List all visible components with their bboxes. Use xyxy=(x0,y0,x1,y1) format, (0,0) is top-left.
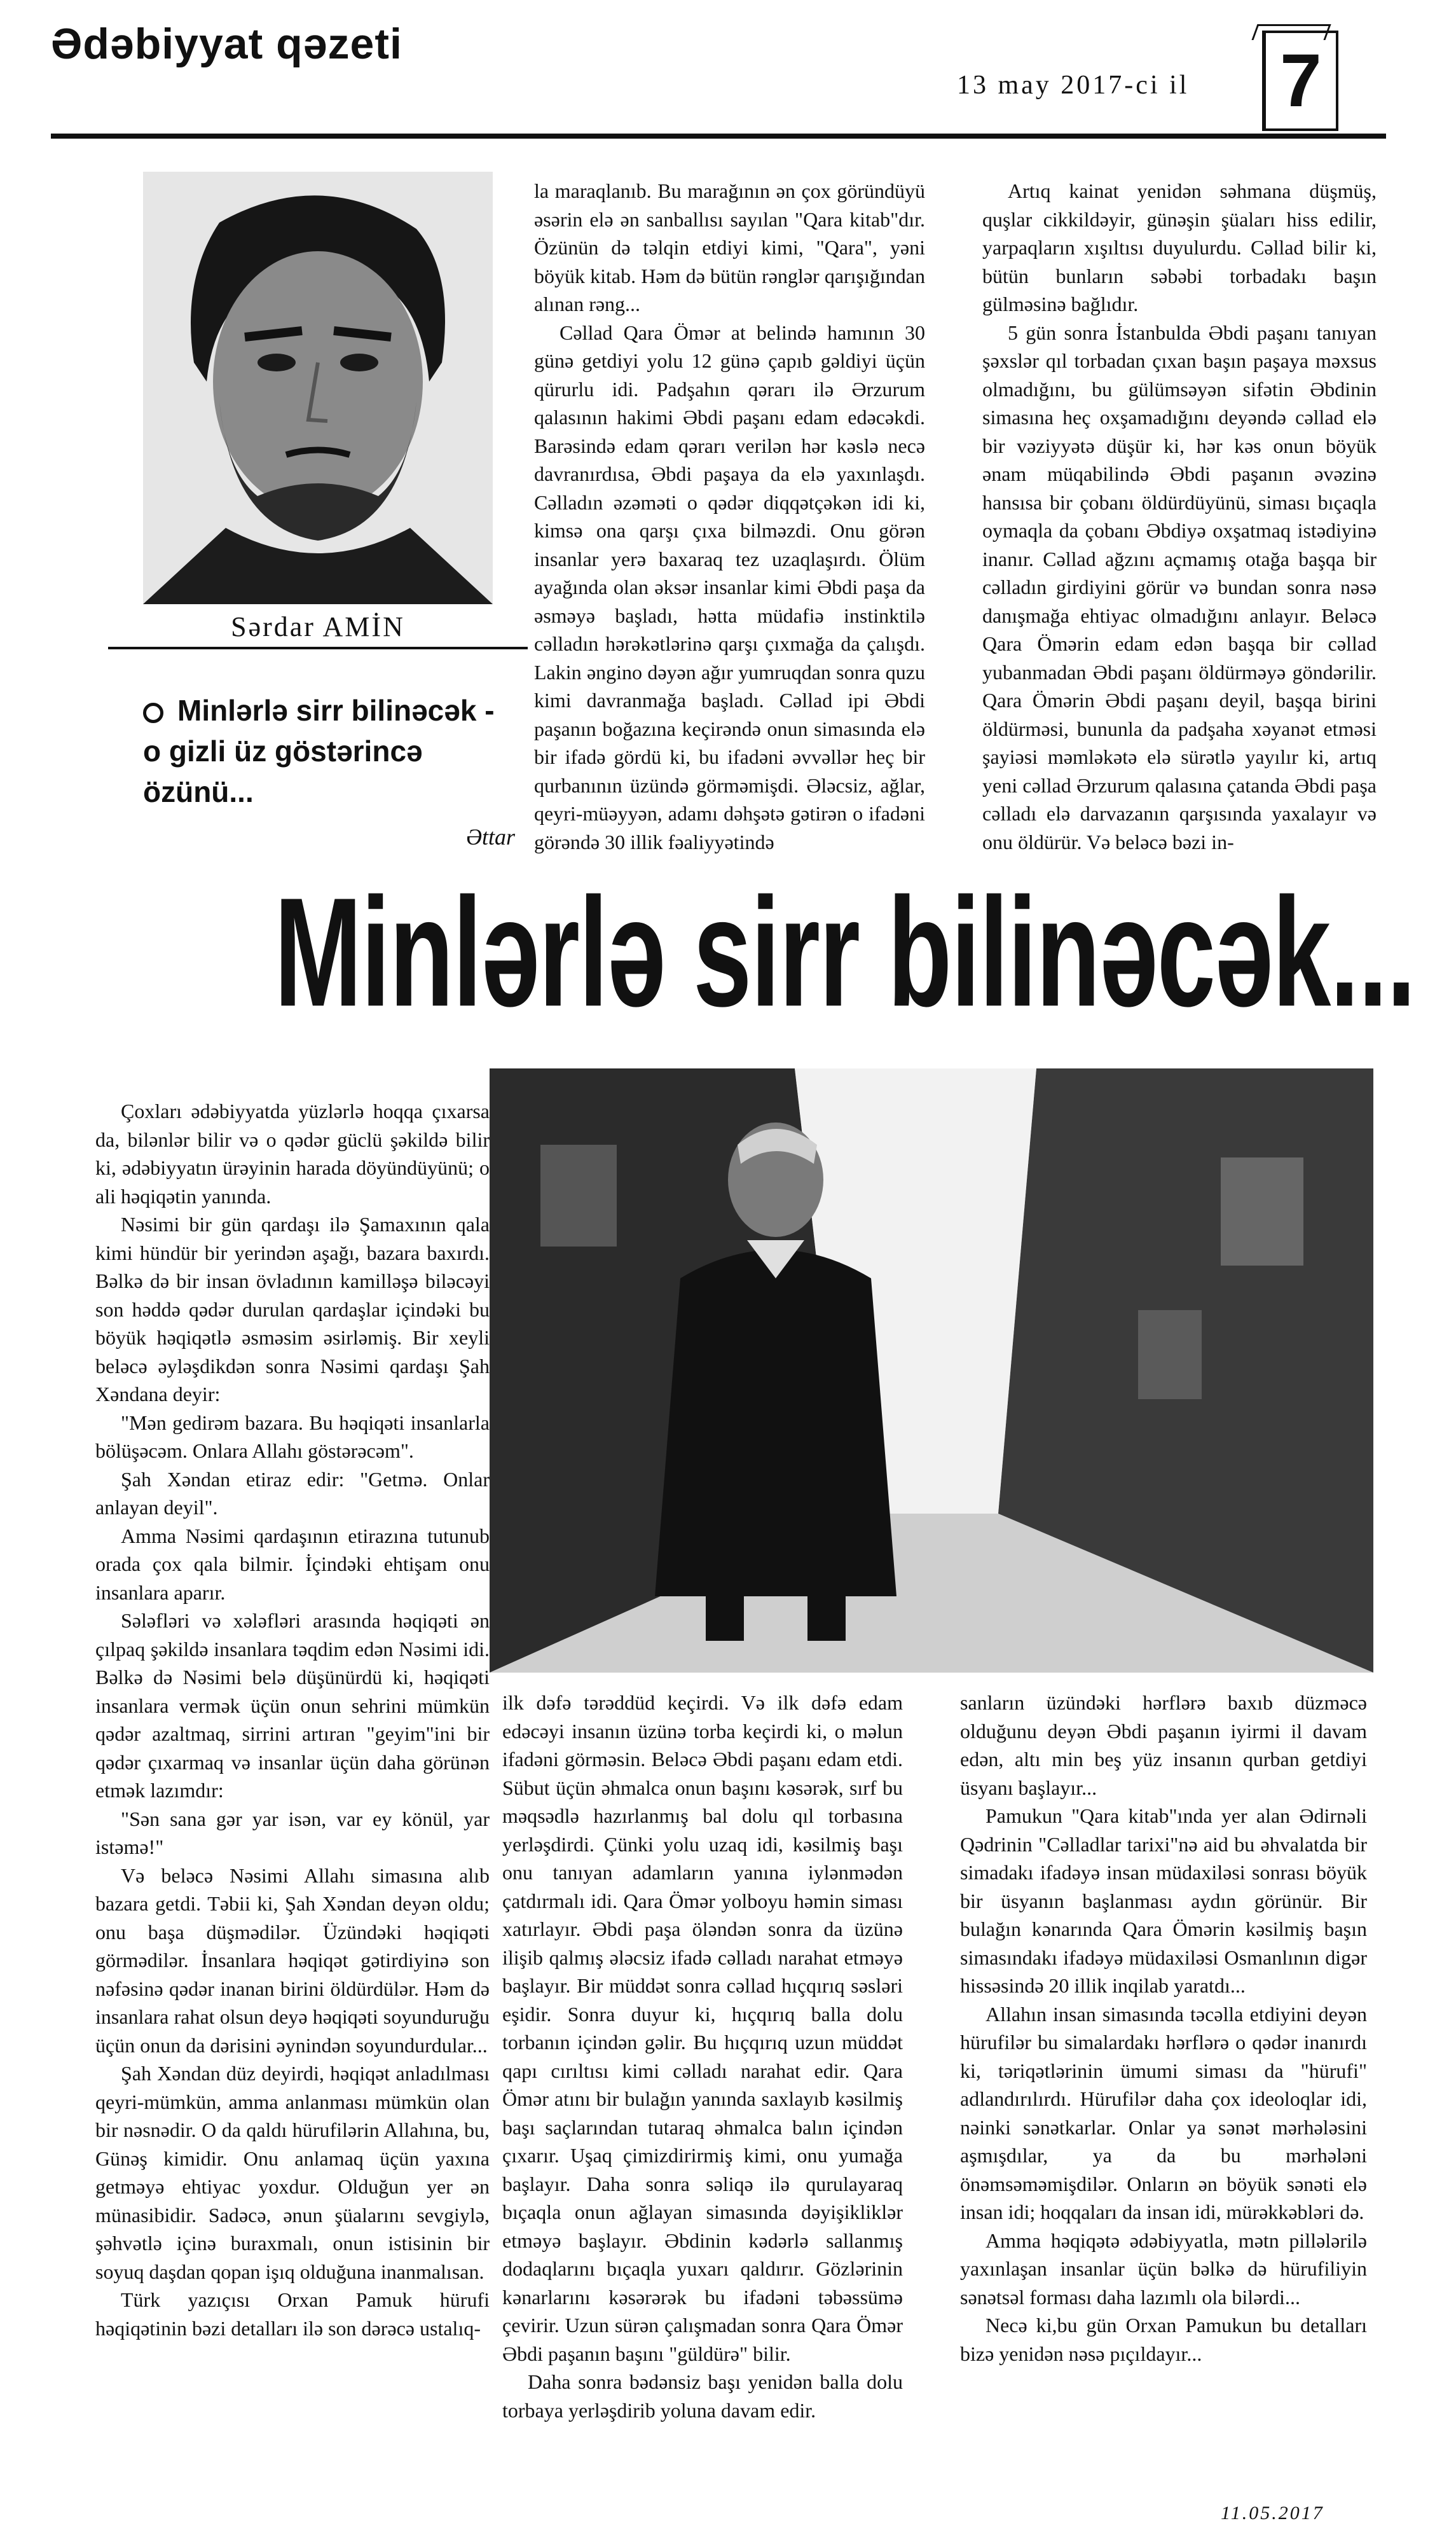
article-photo xyxy=(490,1068,1373,1673)
paragraph: ilk dəfə tərəddüd keçirdi. Və ilk dəfə edam edəcəyi insanın üzünə torba keçirdi ki, o məlun ifadəni görməsin. Beləcə Əbdi paşanı edam etdi. Sübut üçün əhmalca onun başını kəsərək, sırf bu məqsədlə hazırlanmış bal dolu qıl torbasına yerləşdirdi. Çünki yolu uzaq idi, kəsilmiş başı onu tanıyan adamların yanına iylənmədən çatdırmalı idi. Qara Ömər yolboyu həmin siması xatırlayır. Əbdi paşa öləndən sonra da üzünə ilişib qalmış ələcsiz ifadə cəlladı narahat etməyə başlayır. Bir müddət sonra cəllad hıçqırıq səsləri eşidir. Sonra duyur ki, hıçqırıq balla dolu torbanın içindən gəlir. Bu hıçqırıq uzun müddət qapı cırıltısı kimi cəlladı narahat edir. Qara Ömər atını bir bulağın yanında saxlayıb kəsilmiş başı saçlarından tutaraq əhmalca balın içindən çıxarır. Uşaq çimizdirirmiş kimi, onu yumağa başlayır. Daha sonra səliqə ilə qurulayaraq bıçaqla onun ağlayan simasında dəyişikliklər etməyə başlayır. Əbdinin kədərlə sallanmış dodaqlarını bıçaqla yuxarı qaldırır. Gözlərinin kənarlarını kəsərərək bu ifadəni təbəssümə çevirir. Uzun sürən çalışmadan sonra Qara Ömər Əbdi paşanın başını "güldürə" bilir. xyxy=(502,1691,903,2365)
paragraph: Nəsimi bir gün qardaşı ilə Şamaxının qala kimi hündür bir yerindən aşağı, bazara baxırdı. Bəlkə də bir insan övladının kamilləşə biləcəyi son həddə qədər durulan qardaşlar içindəki bu böyük həqiqətlə əsməsim əsirləmiş. Bir xeyli beləcə əyləşdikdən sonra Nəsimi qardaşı Şah Xəndana deyir: xyxy=(95,1213,490,1406)
body-column-3 xyxy=(960,1689,1367,2368)
author-byline: Sərdar AMİN xyxy=(108,611,528,649)
pull-quote-attribution: Əttar xyxy=(465,824,515,850)
page-number: 7 xyxy=(1262,31,1338,131)
paragraph: "Mən gedirəm bazara. Bu həqiqəti insanlarla bölüşəcəm. Onlara Allahı göstərəcəm". xyxy=(95,1411,490,1462)
paragraph: Şah Xəndan etiraz edir: "Getmə. Onlar anlayan deyil". xyxy=(95,1467,490,1519)
paragraph: Və beləcə Nəsimi Allahı simasına alıb bazara getdi. Təbii ki, Şah Xəndan deyən oldu; onu başa düşmədilər. Üzündəki həqiqəti görmədilər. İnsanlara həqiqət gətirdiyinə son nəfəsinə qədər inanan birini öldürdülər. Həm də insanlara rahat olsun deyə həqiqəti soyunduruğu üçün onun da dərisini əynindən soyundurdular... xyxy=(95,1863,490,2057)
paragraph: Necə ki,bu gün Orxan Pamukun bu detalları bizə yenidən nəsə pıçıldayır... xyxy=(960,2314,1367,2365)
paragraph: Amma həqiqətə ədəbiyyatla, mətn pillələrilə yaxınlaşan insanlar üçün bəlkə də hürufiliyin sənətsəl forması daha lazımlı ola bilərdi... xyxy=(960,2228,1367,2309)
masthead-title: Ədəbiyyat qəzeti xyxy=(51,20,402,68)
author-portrait xyxy=(143,172,493,604)
top-column-3 xyxy=(982,177,1377,856)
pull-quote-text: Minlərlə sirr bilinəcək - o gizli üz göstərincə özünü... xyxy=(143,694,495,808)
pull-quote xyxy=(143,690,512,812)
top-column-2 xyxy=(534,177,925,856)
paragraph: Türk yazıçısı Orxan Pamuk hürufi həqiqətinin bəzi detalları ilə son dərəcə ustalıq- xyxy=(95,2288,490,2340)
paragraph: Sələfləri və xələfləri arasında həqiqəti ən çılpaq şəkildə insanlara təqdim edən Nəsimi idi. Bəlkə də Nəsimi belə düşünürdü ki, həqiqəti insanlara vermək üçün onun sehrini mümkün qədər azaltmaq, sirrini artıran "geyim"ini bir qədər çıxarmaq və insanlar üçün daha görünən etmək lazımdır: xyxy=(95,1609,490,1802)
paragraph: Cəllad Qara Ömər at belində hamının 30 günə getdiyi yolu 12 günə çapıb gəldiyi üçün qürurlu idi. Padşahın qərarı ilə Ərzurum qalasının hakimi Əbdi paşanı edam edəcəkdi. Barəsində edam qərarı verilən hər kəslə necə davranırdısa, Əbdi paşaya da elə yaxınlaşdı. Cəlladın əzəməti o qədər diqqətçəkən idi ki, kimsə ona qarşı çıxa bilməzdi. Onu görən insanlar yerə baxaraq tez uzaqlaşırdı. Ölüm ayağında olan əksər insanlar kimi Əbdi paşa da əsməyə başladı, hətta müdafiə instinktilə cəlladın hərəkətlərinə qarşı çıxmağa da çalışdı. Lakin əngino dəyən ağır yumruqdan sonra quzu kimi davranmağa başladı. Cəllad ipi Əbdi paşanın boğazına keçirəndə onun simasında elə bir ifadə gördü ki, bu ifadəni əvvəllər heç bir qurbanının üzündə görməmişdi. Ələcsiz, ağlar, qeyri-müəyyən, adamı dəhşətə gətirən o ifadəni görəndə 30 illik fəaliyyətində xyxy=(534,321,925,853)
bullet-circle-icon xyxy=(143,703,163,723)
paragraph: Daha sonra bədənsiz başı yenidən balla dolu torbaya yerləşdirib yoluna davam edir. xyxy=(502,2370,903,2422)
paragraph: Allahın insan simasında təcəlla etdiyini deyən hürufilər bu simalardakı hərflərə o qədər inanırdı ki, təriqətlərinin ümumi siması da "hürufi" adlandırılırdı. Hürufilər daha çox ideoloqlar idi, nəinki sənətkarlar. Onlar ya sənət mərhələsini aşmışdılar, ya da bu mərhələni önəmsəməmişdilər. Onların ən böyük sənəti elə insan idi; hoqqaları da insan idi, mürəkkəbləri də. xyxy=(960,2002,1367,2223)
paragraph: Çoxları ədəbiyyatda yüzlərlə hoqqa çıxarsa da, bilənlər bilir və o qədər güclü şəkildə bilir ki, ədəbiyyatın ürəyinin harada döyündüyünü; o ali həqiqətin yanında. xyxy=(95,1100,490,1208)
article-headline: Minlərlə sirr bilinəcək... xyxy=(274,865,1415,1039)
footer-date: 11.05.2017 xyxy=(1221,2503,1324,2524)
body-column-2 xyxy=(502,1689,903,2424)
body-column-1 xyxy=(95,1097,490,2342)
paragraph: Artıq kainat yenidən səhmana düşmüş, quşlar cikkildəyir, günəşin şüaları hiss edilir, yarpaqların xışıltısı duyulurdu. Cəllad bilir ki, bütün bunların səbəbi torbadakı başın gülməsinə bağlıdır. xyxy=(982,179,1377,315)
paragraph: Pamukun "Qara kitab"ında yer alan Ədirnəli Qədrinin "Cəlladlar tarixi"nə aid bu əhvalatda bir simadakı ifadəyə insan müdaxiləsi sonrası böyük bir üsyanın başlanması aydın görünür. Bir bulağın kənarında Qara Ömərin kəsilmiş başın simasındakı ifadəyə müdaxiləsi Osmanlının digər hissəsində 20 illik inqilab yaratdı... xyxy=(960,1804,1367,1997)
street-photo-image xyxy=(490,1068,1373,1673)
paragraph: "Sən sana gər yar isən, var ey könül, yar istəmə!" xyxy=(95,1807,490,1858)
paragraph: la maraqlanıb. Bu marağının ən çox göründüyü əsərin elə ən sanballısı sayılan "Qara kitab"dır. Özünün də təlqin etdiyi kimi, "Qara", yəni böyük kitab. Həm də bütün rənglər qarışığından alınan rəng... xyxy=(534,179,925,315)
paragraph: Şah Xəndan düz deyirdi, həqiqət anladılması qeyri-mümkün, amma anlanması mümkün olan bir nəsnədir. O da qaldı hürufilərin Allahına, bu, Günəş kimidir. Onu anlamaq üçün yaxına getməyə ehtiyac yoxdur. Olduğun yer ən münasibidir. Sadəcə, ənun şüalarını sevgiylə, şəhvətlə içinə buraxmalı, onun istisinin bir soyuq daşdan qopan işıq olduğuna inanmalısan. xyxy=(95,2062,490,2283)
paragraph: Amma Nəsimi qardaşının etirazına tutunub orada çox qala bilmir. İçindəki ehtişam onu insanlara aparır. xyxy=(95,1524,490,1604)
header-rule xyxy=(51,134,1386,139)
issue-date: 13 may 2017-ci il xyxy=(957,71,1190,100)
author-portrait-image xyxy=(143,172,493,604)
paragraph: sanların üzündəki hərflərə baxıb düzməcə olduğunu deyən Əbdi paşanın iyirmi il davam edən, altı min beş yüz insanın qurban getdiyi üsyanı başlayır... xyxy=(960,1691,1367,1799)
paragraph: 5 gün sonra İstanbulda Əbdi paşanı tanıyan şəxslər qıl torbadan çıxan başın paşaya məxsus olmadığını, bu gülümsəyən sifətin Əbdinin simasına heç oxşamadığını deyəndə cəllad elə bir vəziyyətə düşür ki, hər kəs onun böyük ənam müqabilində Əbdi paşanın əvəzinə hansısa bir çobanı öldürdüyünü, siması bıçaqla oymaqla da çobanı Əbdiyə oxşatmaq istədiyinə inanır. Cəllad ağzını açmamış otağa başqa bir cəlladın girdiyini görür və bundan sonra nəsə danışmağa ehtiyac olmadığını anlayır. Beləcə Qara Ömərin edam edən başqa bir cəllad yubanmadan Əbdi paşanı öldürməyə göndərilir. Qara Ömərin Əbdi paşanı deyil, başqa birini öldürməsi, bununla da padşaha xəyanət etməsi şayiəsi məmləkətə elə sürətlə yayılır ki, artıq yeni cəllad Ərzurum qalasına çatanda Əbdi paşa cəlladı elə darvazanın qarşısında yaxalayır və onu öldürür. Və beləcə bəzi in- xyxy=(982,321,1377,853)
